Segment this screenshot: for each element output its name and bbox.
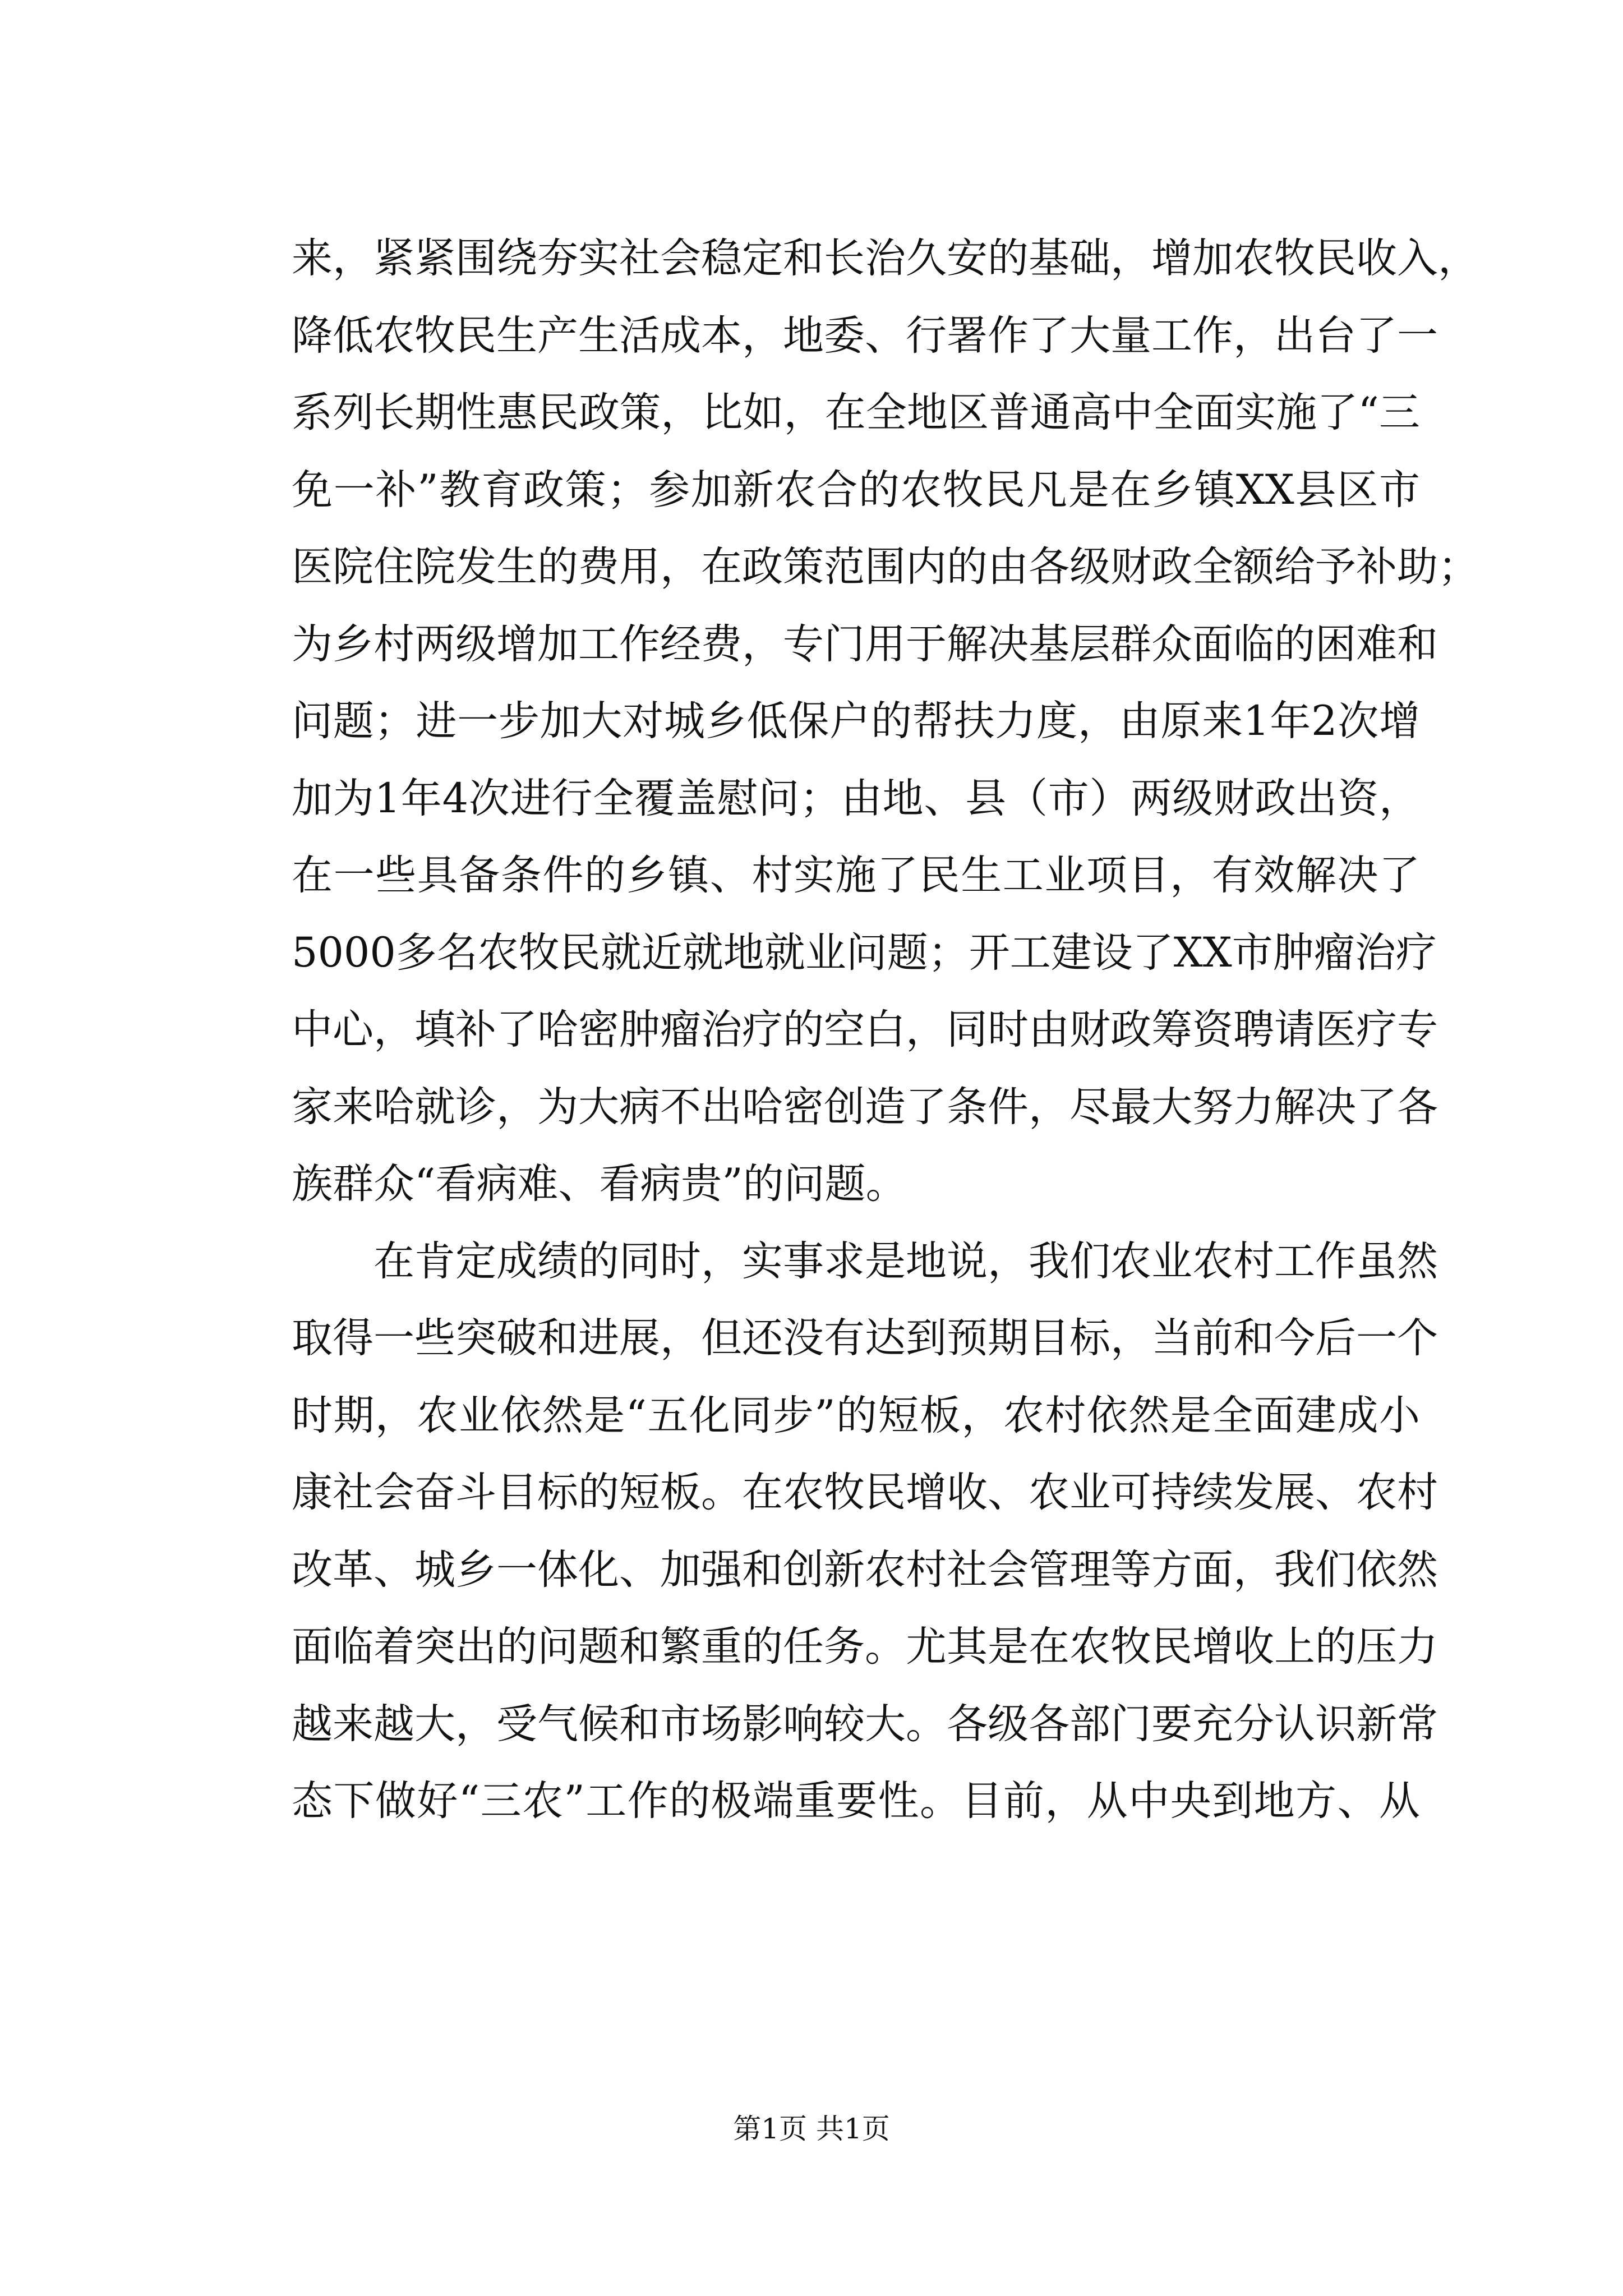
- paragraph-line: 系列长期性惠民政策，比如，在全地区普通高中全面实施了“三: [292, 389, 1420, 436]
- paragraph-line: 免一补”教育政策；参加新农合的农牧民凡是在乡镇XX县区市: [292, 466, 1420, 514]
- paragraph-line: 为乡村两级增加工作经费，专门用于解决基层群众面临的困难和: [292, 620, 1438, 668]
- paragraph-1: [292, 220, 1479, 1223]
- paragraph-line: 在一些具备条件的乡镇、村实施了民生工业项目，有效解决了: [292, 852, 1420, 899]
- paragraph-line: 中心，填补了哈密肿瘤治疗的空白，同时由财政筹资聘请医疗专: [292, 1006, 1438, 1053]
- paragraph-line: 族群众“看病难、看病贵”的问题。: [292, 1160, 907, 1208]
- paragraph-line: 问题；进一步加大对城乡低保户的帮扶力度，由原来1年2次增: [292, 697, 1420, 745]
- paragraph-line: 家来哈就诊，为大病不出哈密创造了条件，尽最大努力解决了各: [292, 1083, 1438, 1131]
- paragraph-line: 改革、城乡一体化、加强和创新农村社会管理等方面，我们依然: [292, 1545, 1438, 1594]
- paragraph-line: 面临着突出的问题和繁重的任务。尤其是在农牧民增收上的压力: [292, 1623, 1438, 1671]
- paragraph-line: 5000多名农牧民就近就地就业问题；开工建设了XX市肿瘤治疗: [292, 928, 1437, 977]
- paragraph-line: 加为1年4次进行全覆盖慰问；由地、县（市）两级财政出资，: [292, 774, 1420, 822]
- paragraph-line: 医院住院发生的费用，在政策范围内的由各级财政全额给予补助；: [292, 543, 1479, 591]
- paragraph-line: 态下做好“三农”工作的极端重要性。目前，从中央到地方、从: [292, 1777, 1420, 1825]
- paragraph-line: 降低农牧民生产生活成本，地委、行署作了大量工作，出台了一: [292, 311, 1438, 360]
- document-body: [292, 220, 1479, 1840]
- paragraph-line: 时期，农业依然是“五化同步”的短板，农村依然是全面建成小: [292, 1391, 1420, 1439]
- paragraph-line: 来，紧紧围绕夯实社会稳定和长治久安的基础，增加农牧民收入，: [292, 234, 1479, 282]
- paragraph-2: [292, 1223, 1438, 1840]
- paragraph-line: 在肯定成绩的同时，实事求是地说，我们农业农村工作虽然: [374, 1237, 1438, 1285]
- paragraph-line: 越来越大，受气候和市场影响较大。各级各部门要充分认识新常: [292, 1700, 1438, 1748]
- paragraph-line: 康社会奋斗目标的短板。在农牧民增收、农业可持续发展、农村: [292, 1469, 1438, 1516]
- page-number-label: 第1页 共1页: [733, 2113, 890, 2145]
- page-footer: [0, 2106, 1623, 2147]
- paragraph-line: 取得一些突破和进展，但还没有达到预期目标，当前和今后一个: [292, 1314, 1438, 1362]
